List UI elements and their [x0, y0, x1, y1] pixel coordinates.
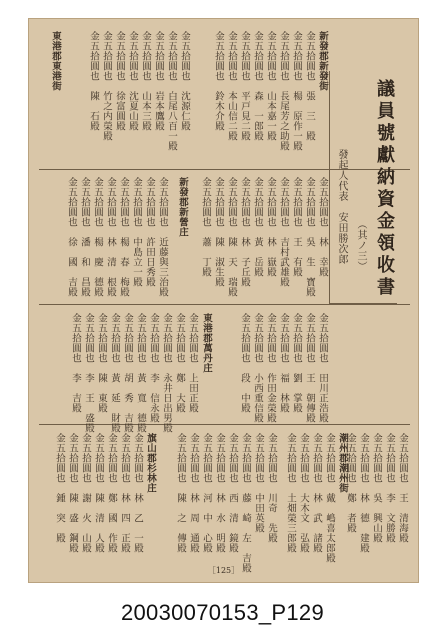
entry-column: 金五拾圓也 陳 盛 鋼殿	[67, 433, 78, 553]
image-caption: 20030070153_P129	[120, 600, 324, 625]
entry-column: 金五拾圓也 藤 崎 左 吉殿	[240, 433, 251, 573]
entry-column: 金五拾圓也 蕭 丁殿	[200, 177, 211, 277]
entry-column: 金五拾圓也 戴 嶋喜太郎殿	[324, 433, 335, 563]
section-header-toshi-b: 東港郡萬丹庄	[201, 313, 212, 373]
entry-column: 金五拾圓也 黃 延 財殿	[109, 313, 120, 433]
divider-1	[39, 169, 410, 170]
entry-column: 金五拾圓也 林 武 諸殿	[311, 433, 322, 553]
page-number: ［125］	[207, 566, 240, 575]
entry-column: 金五拾圓也 潘 和 昌殿	[79, 177, 90, 297]
entry-column: 金五拾圓也 吳 興山殿	[371, 433, 382, 543]
entry-column: 金五拾圓也 作田金榮殿	[265, 313, 276, 423]
entry-column: 金五拾圓也 沈夏山殿	[127, 31, 138, 131]
entry-column: 金五拾圓也 土畑榮三郎殿	[285, 433, 296, 553]
title-box-bottom	[329, 303, 397, 304]
entry-column: 金五拾圓也 川奇 先殿	[266, 433, 277, 543]
title-box-left	[329, 71, 330, 303]
entry-column: 金五拾圓也 徐 國 吉殿	[66, 177, 77, 297]
entry-column: 金五拾圓也 小西重信殿	[252, 313, 263, 423]
entry-column: 金五拾圓也 岩本鷹殿	[153, 31, 164, 131]
divider-2	[39, 304, 410, 305]
entry-column: 金五拾圓也 上田正殿	[187, 313, 198, 413]
entry-column: 金五拾圓也 陳 之 傳殿	[175, 433, 186, 553]
entry-column: 金五拾圓也 大木文 弘殿	[298, 433, 309, 553]
document-page	[28, 18, 419, 583]
entry-column: 金五拾圓也 林 四 正殿	[119, 433, 130, 553]
entry-column: 金五拾圓也 竹之内榮殿	[101, 31, 112, 141]
entry-column: 金五拾圓也 山本三殿	[140, 31, 151, 131]
entry-column: 金五拾圓也 王 清海殿	[397, 433, 408, 543]
entry-column: 金五拾圓也 鈴木介殿	[213, 31, 224, 131]
divider-3	[39, 424, 410, 425]
entry-column: 金五拾圓也 徐富圓殿	[114, 31, 125, 131]
entry-column: 金五拾圓也 田川正浩殿	[317, 313, 328, 423]
entry-column: 金五拾圓也 李 王 盛殿	[83, 313, 94, 433]
entry-column: 金五拾圓也 山本嘉一殿	[265, 31, 276, 141]
entry-column: 金五拾圓也 林 乙 一殿	[132, 433, 143, 553]
entry-column: 金五拾圓也 楊 原作一殿	[291, 31, 302, 151]
entry-column: 金五拾圓也 黃 寬 德殿	[135, 313, 146, 433]
entry-column: 金五拾圓也 林 嶽殿	[265, 177, 276, 277]
entry-column: 金五拾圓也 西 清 鏡殿	[227, 433, 238, 553]
entry-column: 金五拾圓也 林 周 通殿	[188, 433, 199, 553]
entry-column: 金五拾圓也 王 有殿	[291, 177, 302, 277]
entry-column: 金五拾圓也 白尾八百一殿	[166, 31, 177, 151]
entry-column: 金五拾圓也 中田英殿	[253, 433, 264, 533]
entry-column: 金五拾圓也 李 文勝殿	[384, 433, 395, 543]
entry-column: 金五拾圓也 近藤與三治殿	[157, 177, 168, 297]
entry-column: 金五拾圓也 陳 淑生殿	[213, 177, 224, 287]
entry-column: 金五拾圓也 鍾 突 殿	[54, 433, 65, 543]
entry-column: 金五拾圓也 鄭 者殿	[345, 433, 356, 533]
entry-column: 金五拾圓也 謝 火 山殿	[80, 433, 91, 553]
entry-column: 金五拾圓也 本山信二殿	[226, 31, 237, 141]
entry-column: 金五拾圓也 黃 岳殿	[252, 177, 263, 277]
entry-column: 金五拾圓也 段 中殿	[239, 313, 250, 413]
entry-column: 金五拾圓也 森 一郎殿	[252, 31, 263, 141]
entry-column: 金五拾圓也 林 幸殿	[317, 177, 328, 277]
entry-column: 金五拾圓也 吉村武雄殿	[278, 177, 289, 287]
entry-column: 金五拾圓也 鄭 大殿	[174, 313, 185, 413]
entry-column: 金五拾圓也 陳 東殿	[96, 313, 107, 413]
section-header-shinhatsu-b: 新發郡新營庄	[177, 177, 188, 237]
entry-column: 金五拾圓也 平戸見二殿	[239, 31, 250, 141]
section-header-shinhatsu-a: 新發郡新發街	[317, 31, 328, 91]
section-header-toshi-a: 東港郡東港街	[50, 31, 61, 91]
entry-column: 金五拾圓也 劉 掌殿	[291, 313, 302, 413]
entry-column: 金五拾圓也 永井日出男殿	[161, 313, 172, 433]
section-header-kozan: 旗山郡杉林庄	[145, 433, 156, 493]
entry-column: 金五拾圓也 中島立一殿	[131, 177, 142, 287]
entry-column: 金五拾圓也 楊 春 梅殿	[118, 177, 129, 297]
entry-column: 金五拾圓也 鄭 國 作殿	[106, 433, 117, 553]
entry-column: 金五拾圓也 李 信永殿	[148, 313, 159, 423]
entry-column: 金五拾圓也 林 德 建殿	[358, 433, 369, 553]
entry-column: 金五拾圓也 胡 秀 吉殿	[122, 313, 133, 433]
entry-column: 金五拾圓也 沈源仁殿	[179, 31, 190, 131]
entry-column: 金五拾圓也 吳 生 寶殿	[304, 177, 315, 297]
entry-column: 金五拾圓也 李 吉殿	[70, 313, 81, 413]
entry-column: 金五拾圓也 河 中 心殿	[201, 433, 212, 553]
entry-column: 金五拾圓也 陳 天 瑞殿	[226, 177, 237, 297]
entry-column: 金五拾圓也 許田日秀殿	[144, 177, 155, 287]
entry-column: 金五拾圓也 陳 清 人殿	[93, 433, 104, 553]
entry-column: 金五拾圓也 陳 石殿	[88, 31, 99, 131]
representative: 發起人代表 安田勝次郎	[336, 149, 347, 265]
entry-column: 金五拾圓也 張 三 殿	[304, 31, 315, 141]
entry-column: 金五拾圓也 福 林殿	[278, 313, 289, 413]
entry-column: 金五拾圓也 林 子丘殿	[239, 177, 250, 287]
entry-column: 金五拾圓也 楊 慶 德殿	[92, 177, 103, 297]
entry-column: 金五拾圓也 林 清 根殿	[105, 177, 116, 297]
entry-column: 金五拾圓也 王 朝傳殿	[304, 313, 315, 423]
entry-column: 金五拾圓也 長尾芳之助殿	[278, 31, 289, 151]
section-header-choshu: 潮州郡潮州街	[337, 433, 348, 493]
document-title: 議員號獻納資金領收書	[374, 79, 395, 299]
entry-column: 金五拾圓也 林 水 明殿	[214, 433, 225, 553]
document-part: （其ノ三）	[355, 219, 366, 272]
